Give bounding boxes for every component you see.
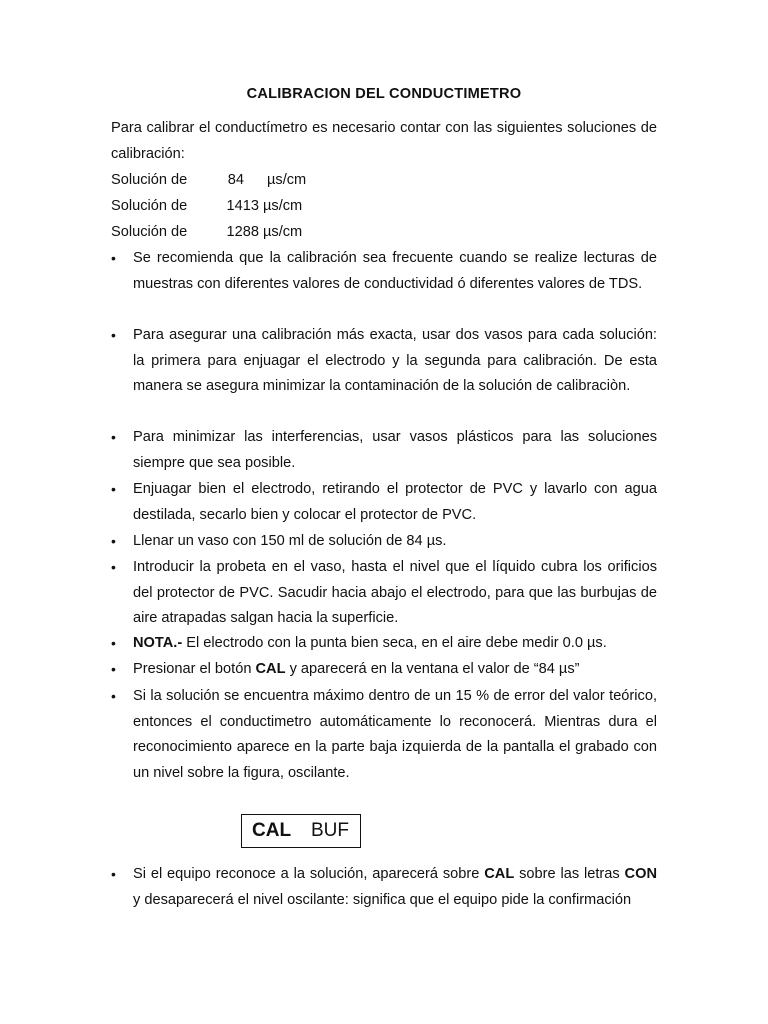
list-item-text: Se recomienda que la calibración sea frecuente cuando se realize lecturas de muestras con diferentes valores de conductividad ó diferentes valores de TDS. [133, 250, 657, 292]
list-item-text: Si la solución se encuentra máximo dentro de un 15 % de error del valor teórico, entonces el conductimetro automáticamente lo reconocerá. Mientras dura el reconocimiento aparece en la parte baja izquierda de la pantalla el grabado con un nivel sobre la figura, oscilante. [133, 688, 657, 781]
text-part: sobre las letras [514, 866, 625, 882]
bullet-icon: • [111, 866, 116, 882]
list-item-text [133, 631, 657, 657]
cal-keyword: CAL [255, 661, 286, 677]
list-item-text: Llenar un vaso con 150 ml de solución de 84 µs. [133, 533, 447, 549]
list-item-text [133, 862, 657, 913]
note-text: El electrodo con la punta bien seca, en el aire debe medir 0.0 µs. [182, 635, 607, 651]
document-title: CALIBRACION DEL CONDUCTIMETRO [246, 86, 522, 102]
list-item-text: Enjuagar bien el electrodo, retirando el protector de PVC y lavarlo con agua destilada, secarlo bien y colocar el protector de PVC. [133, 481, 657, 523]
bullet-icon: • [111, 661, 116, 677]
solution-unit: µs/cm [263, 224, 303, 240]
solution-label: Solución de [111, 172, 188, 188]
list-item-text-start: Presionar el botón [133, 661, 256, 677]
intro-paragraph: Para calibrar el conductímetro es necesario contar con las siguientes soluciones de calibración: [111, 120, 657, 162]
bullet-icon: • [111, 688, 116, 704]
bullet-icon: • [111, 559, 116, 575]
list-item-text [133, 657, 657, 683]
solution-unit: µs/cm [263, 198, 303, 214]
solution-value: 84 [227, 172, 244, 188]
cal-buf-display-box [241, 814, 361, 848]
cal-display-label: CAL [252, 820, 292, 841]
bullet-icon: • [111, 429, 116, 445]
solution-value: 1288 [226, 224, 259, 240]
list-item-text: Para minimizar las interferencias, usar vasos plásticos para las soluciones siempre que sea posible. [133, 429, 657, 471]
bullet-icon: • [111, 481, 116, 497]
text-part: Si el equipo reconoce a la solución, aparecerá sobre [133, 866, 485, 882]
bullet-icon: • [111, 250, 116, 266]
buf-display-label: BUF [311, 820, 349, 841]
solution-label: Solución de [111, 198, 188, 214]
note-label: NOTA.- [133, 635, 183, 651]
list-item-text: Introducir la probeta en el vaso, hasta el nivel que el líquido cubra los orificios del protector de PVC. Sacudir hacia abajo el electrodo, para que las burbujas de aire atrapadas salgan hacia la superficie. [133, 559, 657, 626]
bullet-icon: • [111, 327, 116, 343]
text-part: y desaparecerá el nivel oscilante: significa que el equipo pide la confirmación [133, 891, 632, 908]
solution-value: 1413 [226, 198, 259, 214]
con-keyword: CON [624, 866, 657, 882]
solution-label: Solución de [111, 224, 188, 240]
list-item-text: Para asegurar una calibración más exacta, usar dos vasos para cada solución: la primera para enjuagar el electrodo y la segunda para calibración. De esta manera se asegura minimizar la contaminación de la solución de calibraciòn. [133, 327, 657, 394]
bullet-icon: • [111, 635, 116, 651]
cal-keyword: CAL [484, 866, 515, 882]
list-item-text-end: y aparecerá en la ventana el valor de “84 µs” [285, 661, 580, 677]
bullet-icon: • [111, 533, 116, 549]
solution-unit: µs/cm [267, 172, 307, 188]
